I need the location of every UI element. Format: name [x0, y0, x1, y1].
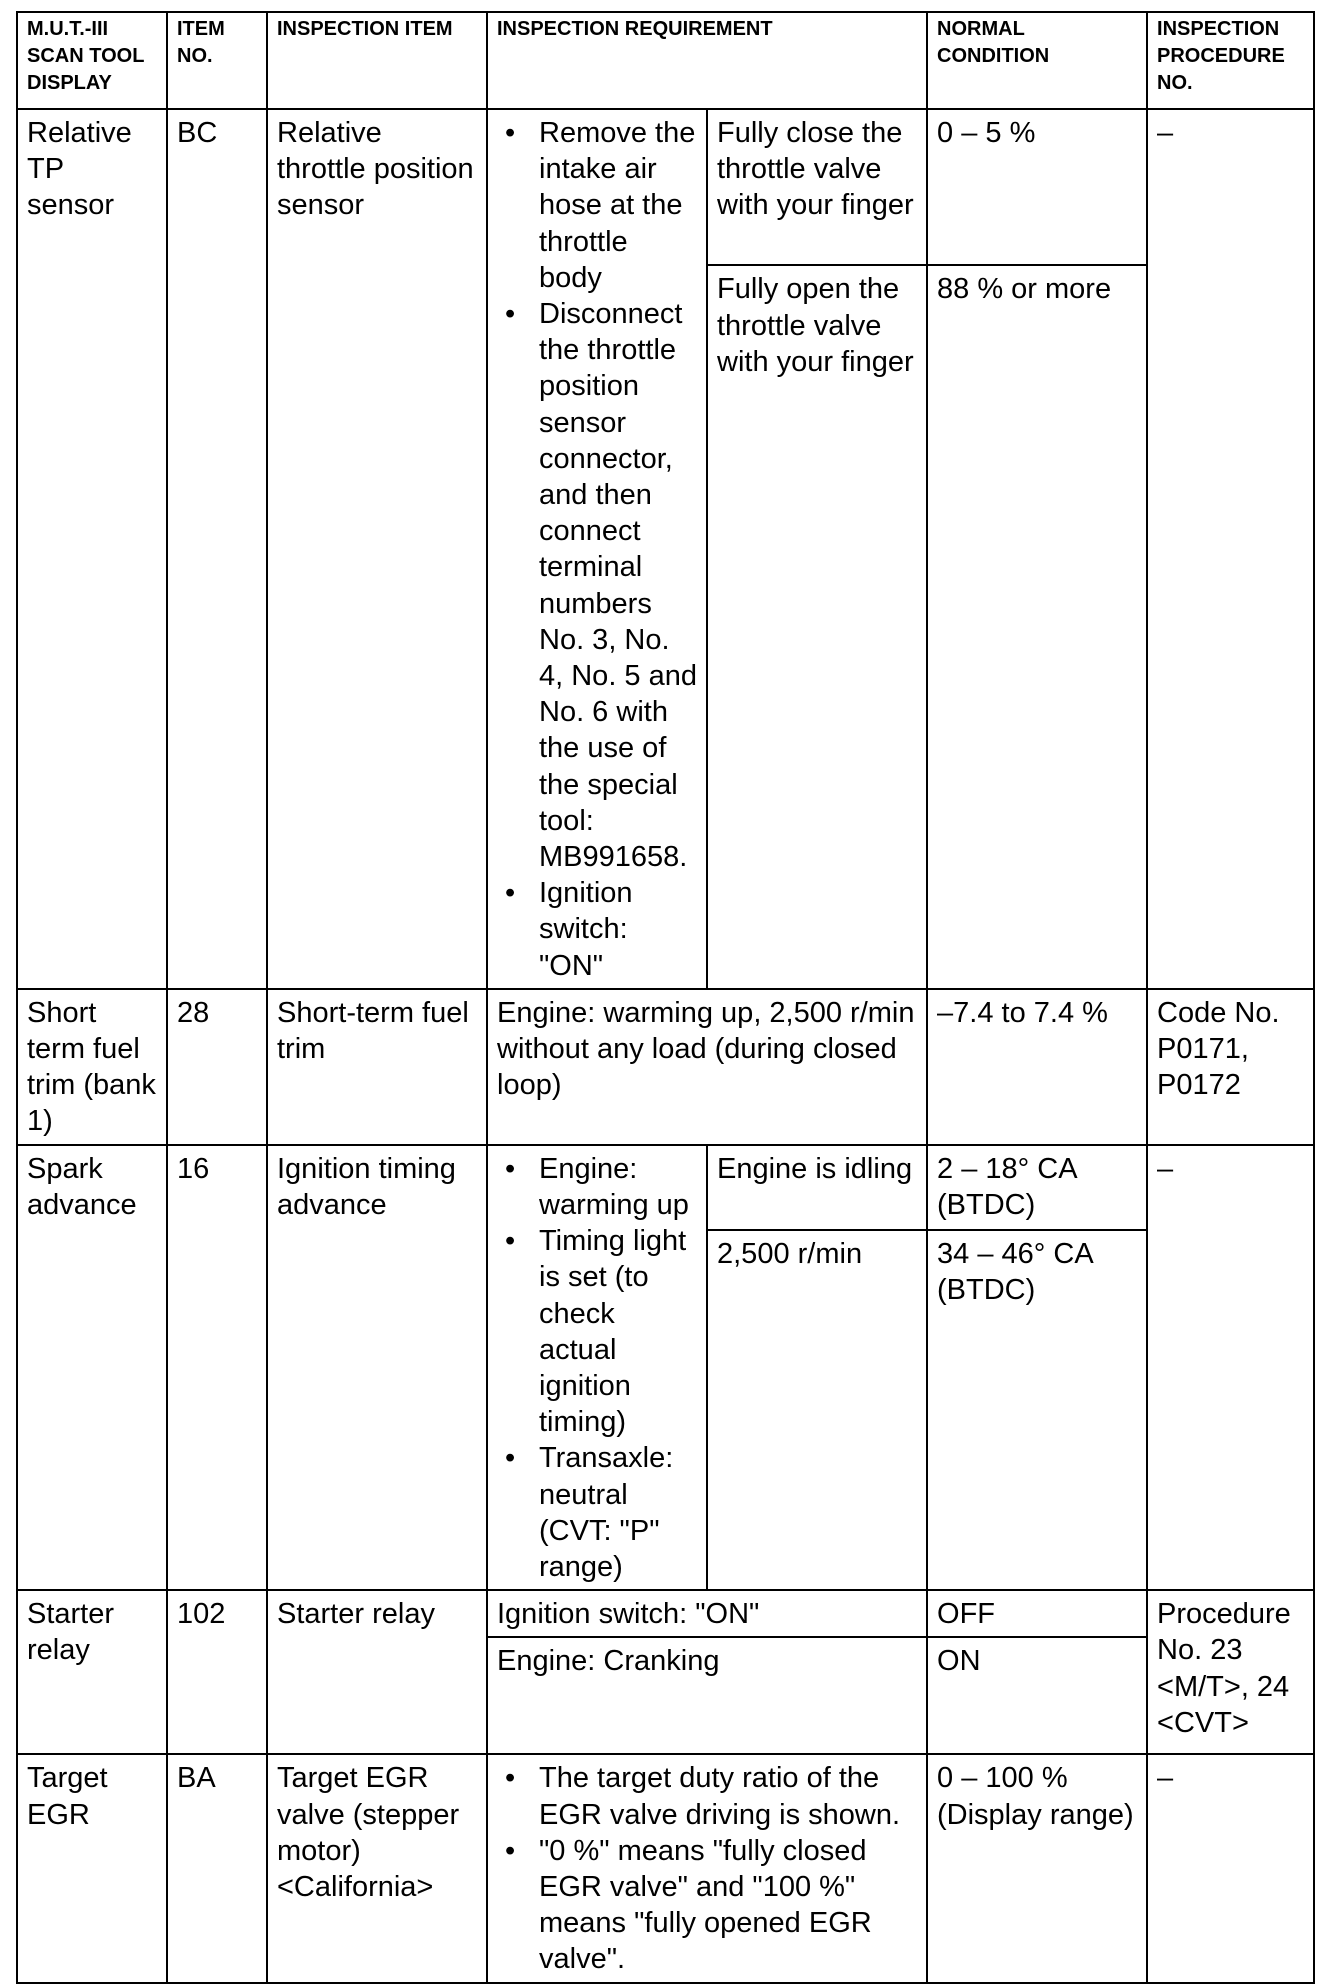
requirement-bullet-list [497, 1151, 697, 1585]
cell-procedure: Procedure No. 23 <M/T>, 24 <CVT> [1147, 1590, 1314, 1754]
cell-inspection-item: Starter relay [267, 1590, 487, 1754]
header-requirement: INSPECTION REQUIREMENT [487, 12, 927, 109]
cell-procedure: Code No. P0171, P0172 [1147, 989, 1314, 1145]
cell-inspection-item: Relative throttle position sensor [267, 109, 487, 989]
cell-normal-condition: 0 – 5 % [927, 109, 1147, 265]
cell-display: Relative TP sensor [17, 109, 167, 989]
cell-item-no: BC [167, 109, 267, 989]
cell-requirement [487, 109, 707, 989]
cell-condition: Fully open the throttle valve with your finger [707, 265, 927, 989]
list-item: • "0 %" means "fully closed EGR valve" and "100 %" means "fully opened EGR valve". [497, 1833, 917, 1978]
cell-normal-condition: –7.4 to 7.4 % [927, 989, 1147, 1145]
table-row [17, 1590, 1314, 1637]
table-row [17, 1145, 1314, 1230]
cell-condition: Engine is idling [707, 1145, 927, 1230]
list-item: • Transaxle: neutral (CVT: "P" range) [497, 1440, 697, 1585]
cell-normal-condition: 88 % or more [927, 265, 1147, 989]
header-item-no: ITEM NO. [167, 12, 267, 109]
cell-normal-condition: 2 – 18° CA (BTDC) [927, 1145, 1147, 1230]
cell-inspection-item: Short-term fuel trim [267, 989, 487, 1145]
cell-procedure: – [1147, 1145, 1314, 1590]
cell-requirement [487, 1754, 927, 1982]
requirement-bullet-list [497, 115, 697, 984]
cell-display: Target EGR [17, 1754, 167, 1982]
cell-display: Spark advance [17, 1145, 167, 1590]
table-row [17, 989, 1314, 1145]
table-row [17, 1754, 1314, 1982]
cell-item-no: 102 [167, 1590, 267, 1754]
list-item: • Ignition switch: "ON" [497, 875, 697, 984]
cell-condition: Fully close the throttle valve with your finger [707, 109, 927, 265]
cell-item-no: 28 [167, 989, 267, 1145]
cell-display: Short term fuel trim (bank 1) [17, 989, 167, 1145]
cell-requirement: Ignition switch: "ON" [487, 1590, 927, 1637]
cell-requirement [487, 1145, 707, 1590]
cell-item-no: BA [167, 1754, 267, 1982]
table-row [17, 109, 1314, 265]
list-item: • Timing light is set (to check actual ignition timing) [497, 1223, 697, 1440]
list-item: • Remove the intake air hose at the throttle body [497, 115, 697, 296]
cell-procedure: – [1147, 1754, 1314, 1982]
cell-normal-condition: 0 – 100 % (Display range) [927, 1754, 1147, 1982]
header-row [17, 12, 1314, 109]
cell-inspection-item: Ignition timing advance [267, 1145, 487, 1590]
list-item: • The target duty ratio of the EGR valve driving is shown. [497, 1760, 917, 1832]
cell-normal-condition: OFF [927, 1590, 1147, 1637]
header-normal-condition: NORMAL CONDITION [927, 12, 1147, 109]
cell-normal-condition: 34 – 46° CA (BTDC) [927, 1230, 1147, 1590]
cell-procedure: – [1147, 109, 1314, 989]
header-inspection-item: INSPECTION ITEM [267, 12, 487, 109]
cell-condition: 2,500 r/min [707, 1230, 927, 1590]
cell-requirement: Engine: warming up, 2,500 r/min without any load (during closed loop) [487, 989, 927, 1145]
list-item: • Engine: warming up [497, 1151, 697, 1223]
requirement-bullet-list [497, 1760, 917, 1977]
cell-inspection-item: Target EGR valve (stepper motor) <California> [267, 1754, 487, 1982]
list-item: • Disconnect the throttle position sensor connector, and then connect terminal numbers No. 3, No. 4, No. 5 and No. 6 with the use of the special tool: MB991658. [497, 296, 697, 875]
inspection-table [16, 11, 1315, 1984]
cell-item-no: 16 [167, 1145, 267, 1590]
header-display: M.U.T.-III SCAN TOOL DISPLAY [17, 12, 167, 109]
cell-normal-condition: ON [927, 1637, 1147, 1754]
cell-display: Starter relay [17, 1590, 167, 1754]
header-procedure-no: INSPECTION PROCEDURE NO. [1147, 12, 1314, 109]
cell-requirement: Engine: Cranking [487, 1637, 927, 1754]
